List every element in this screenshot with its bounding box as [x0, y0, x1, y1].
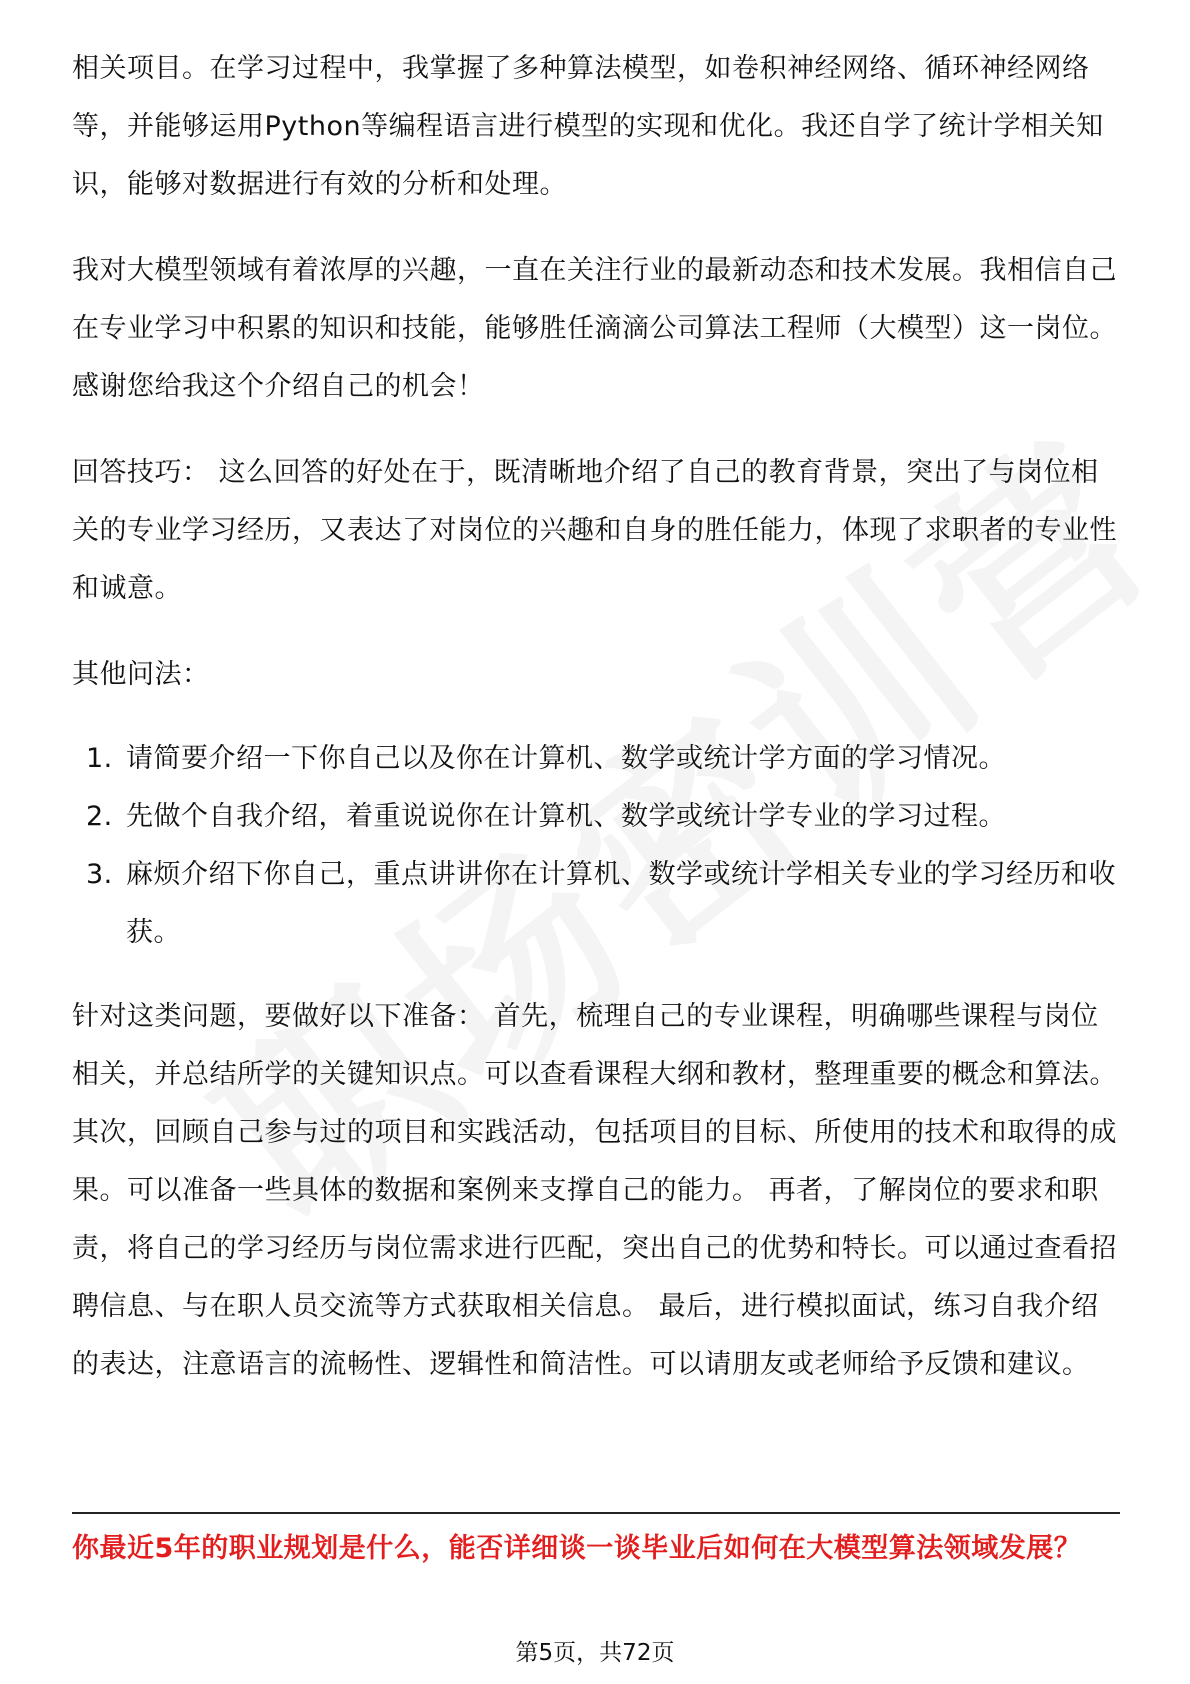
- list-item: [72, 788, 1120, 846]
- next-question-heading: 你最近5年的职业规划是什么，能否详细谈一谈毕业后如何在大模型算法领域发展？: [72, 1533, 1082, 1564]
- list-item-number: 2.: [86, 801, 113, 832]
- paragraph-other-phrasings-heading: 其他问法：: [72, 659, 210, 690]
- list-item-number: 1.: [86, 743, 113, 774]
- section-divider: [72, 1512, 1120, 1514]
- list-item-text: 麻烦介绍下你自己，重点讲讲你在计算机、数学或统计学相关专业的学习经历和收获。: [126, 859, 1116, 948]
- list-item-text: 先做个自我介绍，着重说说你在计算机、数学或统计学专业的学习过程。: [126, 801, 1006, 832]
- paragraph-interest: 我对大模型领域有着浓厚的兴趣，一直在关注行业的最新动态和技术发展。我相信自己在专业学习中积累的知识和技能，能够胜任滴滴公司算法工程师（大模型）这一岗位。感谢您给我这个介绍自己的机会！: [72, 255, 1117, 402]
- paragraph-answer-tips: 回答技巧： 这么回答的好处在于，既清晰地介绍了自己的教育背景，突出了与岗位相关的专业学习经历，又表达了对岗位的兴趣和自身的胜任能力，体现了求职者的专业性和诚意。: [72, 457, 1117, 604]
- list-item-text: 请简要介绍一下你自己以及你在计算机、数学或统计学方面的学习情况。: [126, 743, 1006, 774]
- paragraph-preparation: 针对这类问题，要做好以下准备： 首先，梳理自己的专业课程，明确哪些课程与岗位相关，并总结所学的关键知识点。可以查看课程大纲和教材，整理重要的概念和算法。 其次，回顾自己参与过的项目和实践活动，包括项目的目标、所使用的技术和取得的成果。可以准备一些具体的数据和案例来支撑自己的能力。 再者，了解岗位的要求和职责，将自己的学习经历与岗位需求进行匹配，突出自己的优势和特长。可以通过查看招聘信息、与在职人员交流等方式获取相关信息。 最后，进行模拟面试，练习自我介绍的表达，注意语言的流畅性、逻辑性和简洁性。可以请朋友或老师给予反馈和建议。: [72, 1001, 1117, 1380]
- alt-questions-list: [72, 730, 1120, 962]
- list-item: [72, 730, 1120, 788]
- page-number: 第5页，共72页: [515, 1640, 675, 1666]
- list-item-number: 3.: [86, 859, 113, 890]
- list-item: [72, 846, 1120, 962]
- paragraph-project-experience: 相关项目。在学习过程中，我掌握了多种算法模型，如卷积神经网络、循环神经网络等，并能够运用Python等编程语言进行模型的实现和优化。我还自学了统计学相关知识，能够对数据进行有效的分析和处理。: [72, 53, 1104, 200]
- document-body: [72, 40, 1120, 1422]
